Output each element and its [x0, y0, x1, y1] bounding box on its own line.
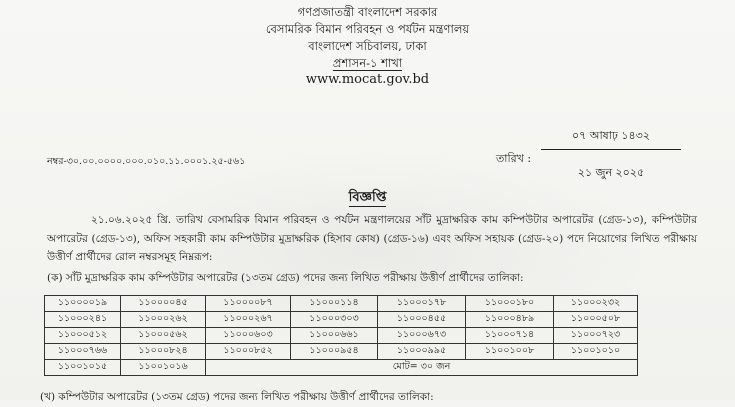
date-block: [541, 127, 681, 183]
secretariat-address: বাংলাদেশ সচিবালয়, ঢাকা: [308, 39, 427, 53]
roll-cell: ১১০০০৫০৮: [554, 312, 638, 328]
table-row: [45, 344, 638, 360]
roll-cell: ১১০০০০৮৭: [206, 296, 291, 312]
roll-cell: ১১০০০২৩২: [554, 296, 638, 312]
memo-number: নম্বর-৩০.০০.০০০০.০০০.০১০.১১.০০০১.২৫-৫৬১: [47, 156, 246, 167]
roll-cell: ১১০০১০১৫: [45, 360, 121, 376]
date-bangla: ০৭ আষাঢ় ১৪৩২: [541, 127, 681, 150]
roll-cell: ১১০০০৬৬১: [291, 328, 378, 344]
roll-cell: ১১০০০৪৮৯: [466, 312, 554, 328]
body-paragraph: ২১.০৬.২০২৫ খ্রি. তারিখ বেসামরিক বিমান পরিবহন ও পর্যটন মন্ত্রণালয়ের সাঁট মুদ্রাক্ষরিক কাম কম্পিউটার অপারেটর (গ্রেড-১৩), কম্পিউটার অপারেটর (গ্রেড-১৩), অফিস সহকারী কাম কম্পিউটার মুদ্রাক্ষরিক (হিসাব কোষ) (গ্রেড-১৬) এবং অফিস সহায়ক (গ্রেড-২০) পদে নিয়োগের লিখিত পরীক্ষায় উত্তীর্ণ প্রার্থীদের রোল নম্বরসমূহ নিম্নরূপ:: [47, 214, 697, 263]
date-label: তারিখ :: [496, 152, 532, 165]
ministry-name: বেসামরিক বিমান পরিবহন ও পর্যটন মন্ত্রণালয়: [265, 22, 470, 36]
roll-cell: ১১০০০৯৯৫: [378, 344, 466, 360]
roll-cell: ১১০০০৪৫৫: [378, 312, 466, 328]
roll-cell: ১১০০১০১৬: [121, 360, 206, 376]
roll-cell: ১১০০০১৭৮: [378, 296, 466, 312]
section-b-heading: (খ) কম্পিউটার অপারেটর (১৩তম গ্রেড) পদের জন্য লিখিত পরীক্ষায় উত্তীর্ণ প্রার্থীদের তালিকা:: [40, 391, 434, 403]
total-count: মোট= ৩০ জন: [206, 360, 638, 376]
roll-cell: ১১০০০৮৫২: [206, 344, 291, 360]
notice-title: বিজ্ঞপ্তি: [348, 190, 387, 205]
roll-cell: ১১০০০৩০৩: [291, 312, 378, 328]
table-row: [45, 312, 638, 328]
branch-name: প্রশাসন-১ শাখা: [332, 56, 403, 70]
notice-body: [47, 211, 697, 267]
website-url: www.mocat.gov.bd: [305, 72, 430, 87]
roll-cell: ১১০০০৭২৩: [554, 328, 638, 344]
roll-cell: ১১০০০৫৬২: [121, 328, 206, 344]
roll-cell: ১১০০০০১৯: [45, 296, 121, 312]
section-a-heading: (ক) সাঁট মুদ্রাক্ষরিক কাম কম্পিউটার অপারেটর (১৩তম গ্রেড) পদের জন্য লিখিত পরীক্ষায় উত্তীর্ণ প্রার্থীদের তালিকা:: [47, 272, 524, 284]
roll-cell: ১১০০০২৬৭: [206, 312, 291, 328]
roll-cell: ১১০০০৬০৩: [206, 328, 291, 344]
roll-cell: ১১০০০৫১২: [45, 328, 121, 344]
roll-cell: ১১০০০১৮০: [466, 296, 554, 312]
table-row: [45, 296, 638, 312]
roll-cell: ১১০০০১১৪: [291, 296, 378, 312]
roll-cell: ১১০০০২৪১: [45, 312, 121, 328]
roll-cell: ১১০০০২৬২: [121, 312, 206, 328]
roll-cell: ১১০০০০৪৫: [121, 296, 206, 312]
table-row: [45, 328, 638, 344]
govt-name: গণপ্রজাতন্ত্রী বাংলাদেশ সরকার: [297, 5, 438, 19]
roll-cell: ১১০০১০০৮: [466, 344, 554, 360]
roll-cell: ১১০০০৬৭৩: [378, 328, 466, 344]
roll-cell: ১১০০০৯৫৪: [291, 344, 378, 360]
roll-cell: ১১০০০৭৬৬: [45, 344, 121, 360]
roll-number-table: [44, 295, 638, 376]
roll-cell: ১১০০০৮২৪: [121, 344, 206, 360]
date-english: ২১ জুন ২০২৫: [577, 166, 645, 179]
table-row-last: [45, 360, 638, 376]
roll-cell: ১১০০১০১০: [554, 344, 638, 360]
roll-cell: ১১০০০৭১৪: [466, 328, 554, 344]
